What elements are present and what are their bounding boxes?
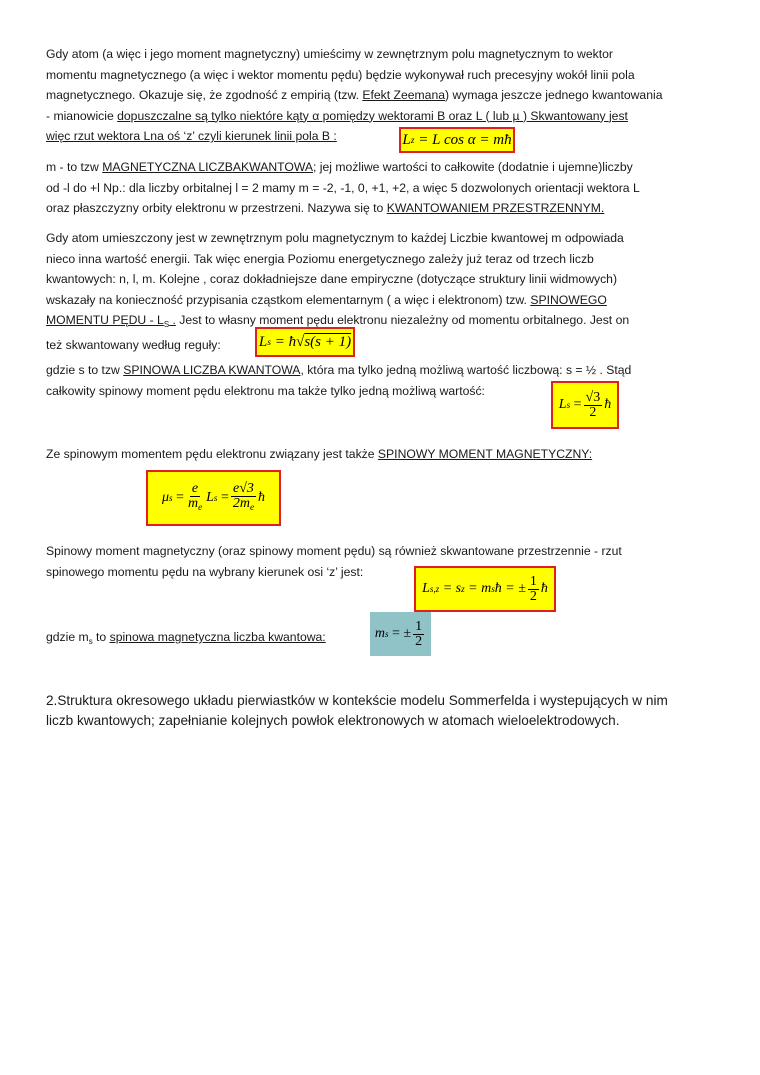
formula-subscript: s <box>566 400 571 410</box>
formula-subscript: s <box>267 336 271 348</box>
text-span: . <box>169 313 176 327</box>
formula-ls <box>255 327 355 357</box>
formula-symbol: L <box>402 131 411 148</box>
formula-subscript: e <box>198 502 203 513</box>
text-line <box>46 126 716 147</box>
text-span: ) wymaga jeszcze jednego kwantowania <box>445 88 663 102</box>
paragraph-spin-magnetic <box>46 444 716 465</box>
text-line <box>46 310 716 335</box>
fraction-denominator: 2 <box>415 633 423 649</box>
formula-mu-s <box>146 470 281 526</box>
formula-lz <box>399 127 515 153</box>
formula-symbol: μ <box>161 490 169 505</box>
text-span: to <box>92 630 110 644</box>
underlined-text: SPINOWEGO <box>530 292 607 307</box>
formula-symbol: L <box>206 490 214 505</box>
text-span: ; jej możliwe wartości to całkowite (dodatnie i ujemne)liczby <box>313 160 633 174</box>
text-line: Gdy atom (a więc i jego moment magnetyczny) umieścimy w zewnętrznym polu magnetycznym to wektor <box>46 47 613 61</box>
formula-subscript: e <box>249 502 255 513</box>
fraction-denominator <box>186 497 204 514</box>
formula-subscript: s <box>384 629 389 639</box>
heading-line: liczb kwantowych; zapełnianie kolejnych powłok elektronowych w atomach wieloelektrodowych. <box>46 713 620 728</box>
formula-hbar: ħ <box>540 581 548 596</box>
formula-fraction <box>584 391 603 420</box>
formula-rhs: = L cos α = mħ <box>418 131 512 148</box>
text-line: całkowity spinowy moment pędu elektronu ma także tylko jedną możliwą wartość: <box>46 383 485 398</box>
equals-sign: = <box>176 490 184 505</box>
formula-symbol: = s <box>442 581 462 596</box>
formula-symbol: m <box>187 495 199 511</box>
formula-subscript: s <box>213 493 218 503</box>
paragraph-spin-projection <box>46 541 716 582</box>
heading-line: 2.Struktura okresowego układu pierwiastków w kontekście modelu Sommerfelda i wystepujących w nim <box>46 693 668 708</box>
text-line: momentu magnetycznego (a więc i wektor momentu pędu) będzie wykonywał ruch precesyjny wokół linii pola <box>46 67 635 82</box>
formula-fraction <box>413 620 424 649</box>
section-heading <box>46 691 726 731</box>
formula-subscript: z <box>410 134 415 146</box>
text-line <box>46 290 716 311</box>
text-span: Ze spinowym momentem pędu elektronu związany jest także <box>46 447 378 461</box>
text-span: - mianowicie <box>46 108 118 123</box>
underlined-text: SPINOWY MOMENT MAGNETYCZNY: <box>377 447 593 461</box>
text-subscript: s <box>88 636 93 646</box>
text-line <box>46 360 716 381</box>
text-line <box>46 157 716 178</box>
text-line: Gdy atom umieszczony jest w zewnętrznym polu magnetycznym to każdej Liczbie kwantowej m odpowiada <box>46 231 624 245</box>
text-line: od -l do +l Np.: dla liczby orbitalnej l = 2 mamy m = -2, -1, 0, +1, +2, a więc 5 dozwolonych orientacji wektora L <box>46 180 640 195</box>
formula-hbar: ħ <box>604 397 612 412</box>
text-line <box>46 198 716 219</box>
formula-eq: = ħ <box>274 333 297 350</box>
formula-hbar: ħ <box>258 490 266 505</box>
formula-subscript: s <box>168 493 173 503</box>
text-line <box>46 444 716 465</box>
paragraph-spin <box>46 228 716 356</box>
sqrt-icon: √ <box>296 333 305 350</box>
text-span: , która ma tylko jedną możliwą wartość liczbową: s = ½ . Stąd <box>300 363 632 377</box>
formula-fraction <box>186 482 204 514</box>
underlined-text: KWANTOWANIEM PRZESTRZENNYM. <box>386 201 605 215</box>
formula-symbol: L <box>422 581 430 596</box>
text-span: gdzie m <box>46 630 89 644</box>
formula-symbol: L <box>258 333 268 350</box>
underlined-text: więc rzut wektora Lna oś ‘z’ czyli kierunek linii pola B : <box>46 129 337 143</box>
formula-fraction <box>528 575 539 604</box>
text-line <box>46 85 716 106</box>
underlined-text <box>46 313 176 327</box>
underlined-text: dopuszczalne są tylko niektóre kąty α pomiędzy wektorami B oraz L ( lub µ ) Skwantowany jest <box>117 108 628 123</box>
formula-radicand: s(s + 1) <box>304 333 352 350</box>
formula-symbol: L <box>558 397 567 412</box>
formula-ls-value <box>551 381 619 429</box>
text-span: MOMENTU PĘDU - L <box>46 313 164 327</box>
formula-subscript: s,z <box>429 584 440 594</box>
text-span: m - to tzw <box>46 160 103 174</box>
formula-symbol: = m <box>468 581 492 596</box>
formula-subscript: z <box>461 584 465 594</box>
text-subscript: S <box>163 319 170 329</box>
text-span: gdzie s to tzw <box>46 363 124 377</box>
fraction-numerator: 1 <box>529 573 537 589</box>
text-line: też skwantowany według reguły: <box>46 338 221 353</box>
fraction-denominator: 2 <box>589 404 597 420</box>
fraction-numerator: √3 <box>585 389 601 405</box>
text-span: wskazały na konieczność przypisania cząstkom elementarnym ( a więc i elektronom) tzw. <box>46 292 531 307</box>
text-line: spinowego momentu pędu na wybrany kierunek osi ‘z’ jest: <box>46 564 364 579</box>
paragraph-zeeman <box>46 44 716 147</box>
fraction-numerator: 1 <box>415 618 423 634</box>
equals-sign: = <box>220 490 229 505</box>
text-line <box>46 106 716 127</box>
text-span: Jest to własny moment pędu elektronu niezależny od momentu orbitalnego. Jest on <box>175 313 630 327</box>
formula-symbol: m <box>374 626 385 641</box>
formula-symbol: 2m <box>232 495 250 511</box>
fraction-numerator: e <box>191 480 199 496</box>
text-line: nieco inna wartość energii. Tak więc energia Poziomu energetycznego zależy już teraz od trzech liczb <box>46 251 594 266</box>
fraction-numerator: e√3 <box>232 480 254 496</box>
formula-subscript: s <box>491 584 495 594</box>
fraction-denominator <box>231 497 256 514</box>
paragraph-magnetic-number <box>46 157 716 219</box>
underlined-text: MAGNETYCZNA LICZBAKWANTOWA <box>102 160 314 174</box>
formula-ms <box>370 612 431 656</box>
formula-lsz <box>414 566 556 612</box>
underlined-text: spinowa magnetyczna liczba kwantowa: <box>109 630 326 644</box>
formula-fraction <box>231 482 256 514</box>
equals-sign: = <box>573 397 582 412</box>
zeeman-link[interactable]: Efekt Zeemana <box>362 88 446 102</box>
text-span: oraz płaszczyzny orbity elektronu w przestrzeni. Nazywa się to <box>46 201 387 215</box>
fraction-denominator: 2 <box>529 588 537 604</box>
formula-symbol: ħ = ± <box>494 581 526 596</box>
text-line: Spinowy moment magnetyczny (oraz spinowy moment pędu) są również skwantowane przestrzennie - rzut <box>46 544 622 558</box>
underlined-text: SPINOWA LICZBA KWANTOWA <box>123 363 301 377</box>
formula-eq: = ± <box>392 626 412 641</box>
text-span: magnetycznego. Okazuje się, że zgodność z empirią (tzw. <box>46 88 363 102</box>
text-line: kwantowych: n, l, m. Kolejne , coraz dokładniejsze dane empiryczne (dotyczące struktury linii widmowych) <box>46 272 618 286</box>
